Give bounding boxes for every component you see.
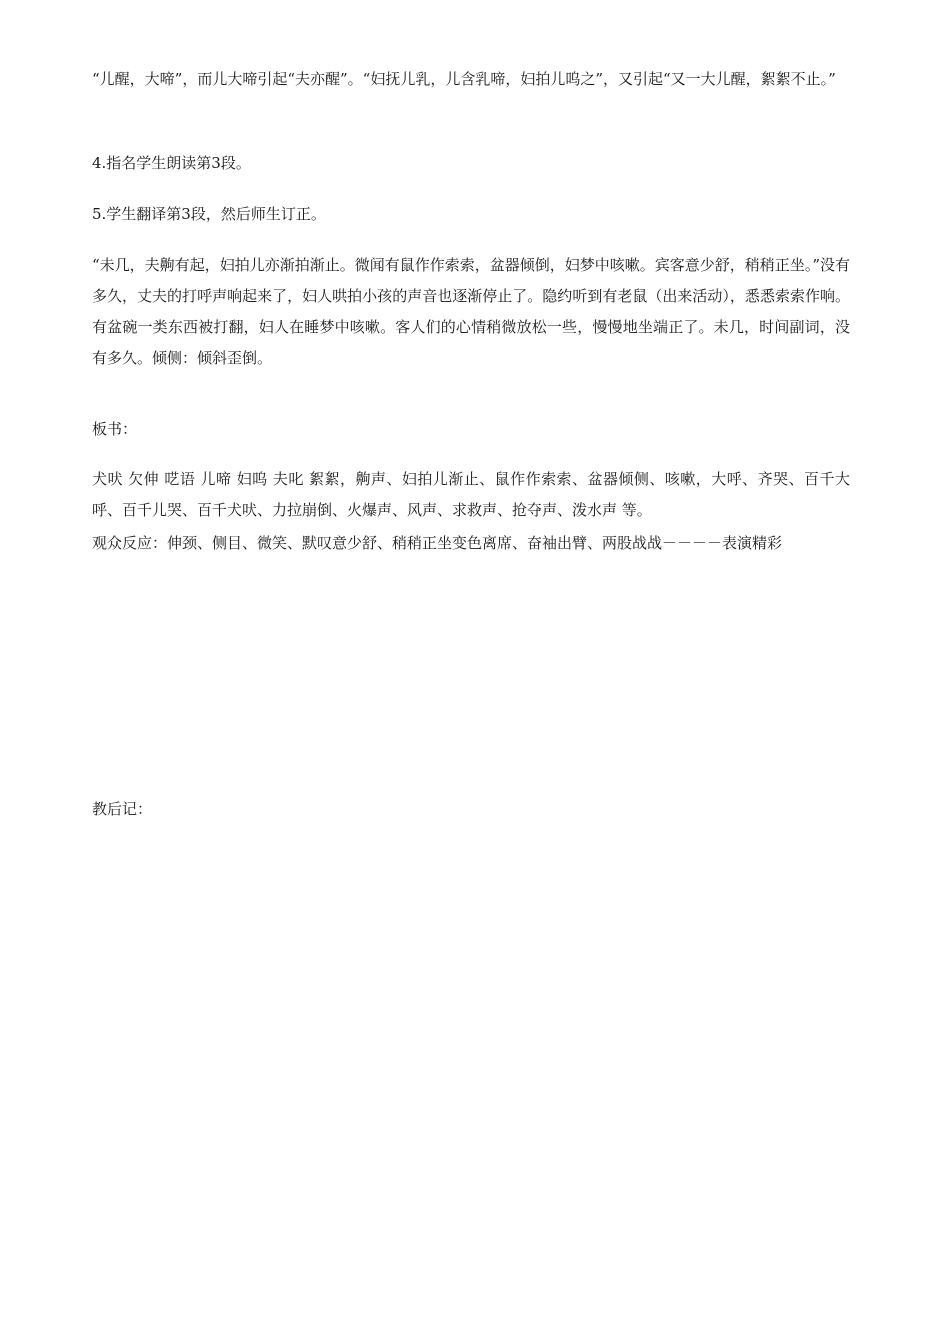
paragraph-step-4: 4.指名学生朗读第3段。 xyxy=(92,154,251,172)
heading-blackboard: 板书： xyxy=(92,420,138,438)
paragraph-step-5: 5.学生翻译第3段，然后师生订正。 xyxy=(92,205,326,223)
paragraph-translation: “未几，夫齁有起，妇拍儿亦渐拍渐止。微闻有鼠作作索索，盆器倾倒，妇梦中咳嗽。宾客意少舒，稍稍正坐。”没有多久，丈夫的打呼声响起来了，妇人哄拍小孩的声音也逐渐停止了。隐约听到有老鼠（出来活动），悉悉索索作响。有盆碗一类东西被打翻，妇人在睡梦中咳嗽。客人们的心情稍微放松一些，慢慢地坐端正了。未几，时间副词，没有多久。倾侧：倾斜歪倒。 xyxy=(92,256,850,367)
paragraph-audience-reaction: 观众反应：伸颈、侧目、微笑、默叹意少舒、稍稍正坐变色离席、奋袖出臂、两股战战－－－－表演精彩 xyxy=(92,534,783,552)
paragraph-blackboard-sounds: 犬吠 欠伸 呓语 儿啼 妇呜 夫叱 絮絮，齁声、妇拍儿渐止、鼠作作索索、盆器倾侧、咳嗽，大呼、齐哭、百千大呼、百千儿哭、百千犬吠、力拉崩倒、火爆声、风声、求救声、抢夺声、泼水声 等。 xyxy=(92,470,850,519)
heading-post-lesson-notes: 教后记： xyxy=(92,800,153,818)
paragraph-quote-summary: “儿醒，大啼”，而儿大啼引起“夫亦醒”。“妇抚儿乳，儿含乳啼，妇拍儿呜之”，又引起“又一大儿醒，絮絮不止。” xyxy=(92,70,836,88)
